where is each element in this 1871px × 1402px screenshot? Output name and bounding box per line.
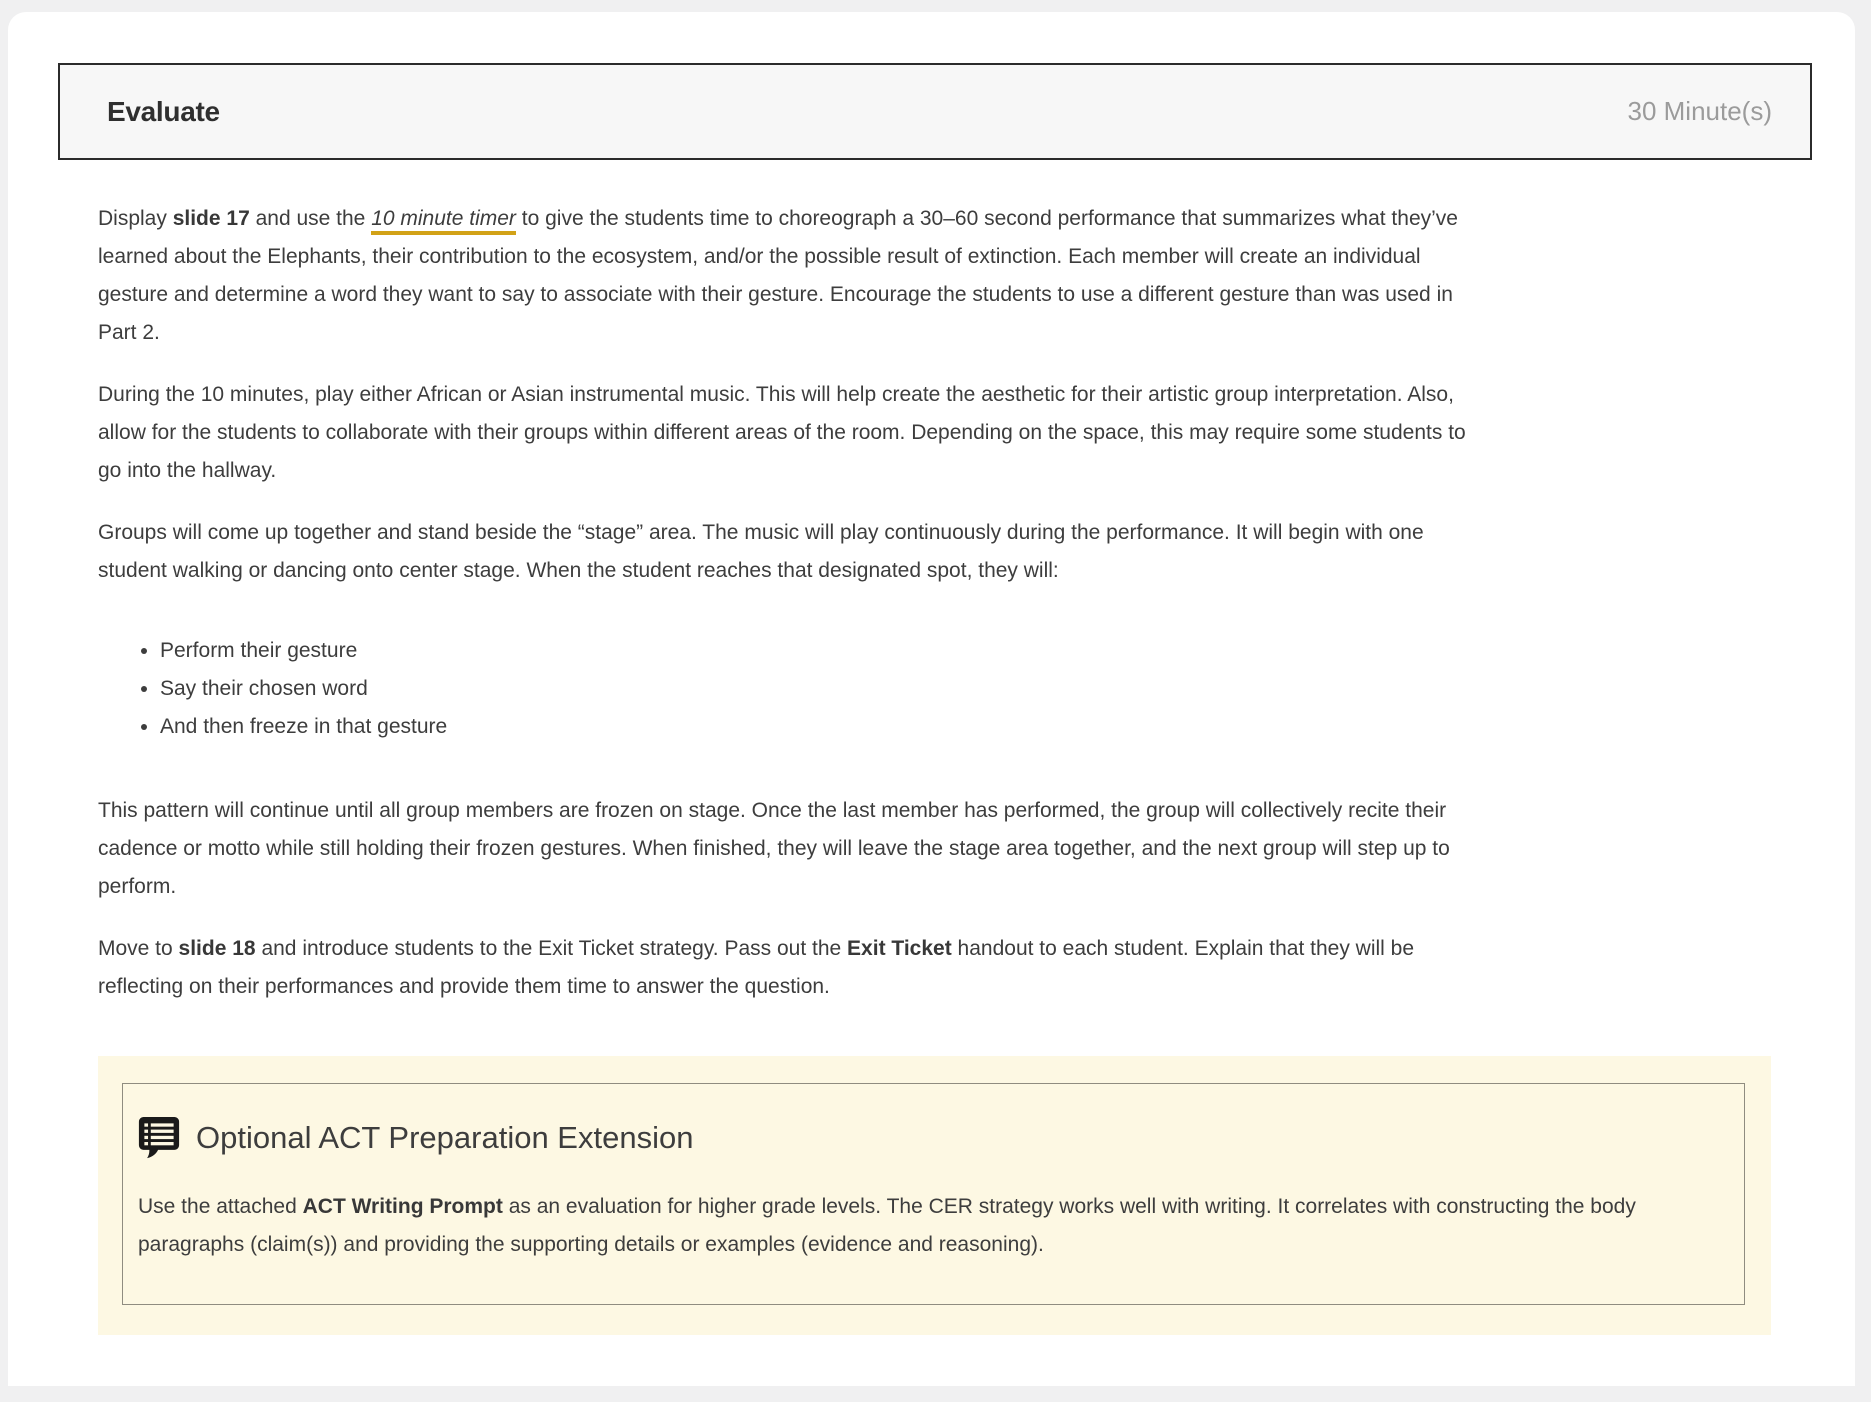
callout-title: Optional ACT Preparation Extension <box>196 1120 694 1155</box>
paragraph-exit-ticket <box>98 930 1476 1006</box>
callout-paragraph <box>138 1188 1696 1264</box>
list-item-freeze: • And then freeze in that gesture <box>160 708 1460 746</box>
callout-title-row <box>138 1116 1696 1160</box>
text-run: Use the attached <box>138 1195 303 1218</box>
optional-extension-callout <box>98 1056 1771 1335</box>
text-run: and introduce students to the Exit Ticket strategy. Pass out the <box>255 937 848 960</box>
paragraph-music <box>98 376 1476 490</box>
comment-lines-icon <box>138 1116 180 1160</box>
performance-steps-list <box>98 632 1460 746</box>
list-item-word: • Say their chosen word <box>160 670 1460 708</box>
text-run: Groups will come up together and stand beside the “stage” area. The music will play continuously during the performance. It will begin with one student walking or dancing onto center stage. When the student reaches that designated spot, they will: <box>98 521 1424 582</box>
bold-text: slide 18 <box>178 937 256 960</box>
bold-text: slide 17 <box>172 207 250 230</box>
lesson-section-card <box>8 12 1855 1386</box>
paragraph-display-slide-17 <box>98 200 1476 352</box>
text-run: Display <box>98 207 173 230</box>
text-run: as an evaluation for higher grade levels. The CER strategy works well with writing. It correlates with constructing the body paragraphs (claim(s)) and providing the supporting details or examples (evidence and reasoning). <box>138 1195 1636 1256</box>
section-duration: 30 Minute(s) <box>1627 96 1772 126</box>
bold-text: ACT Writing Prompt <box>302 1195 503 1218</box>
section-content <box>98 200 1771 1335</box>
paragraph-stage <box>98 514 1476 590</box>
paragraph-pattern <box>98 792 1476 906</box>
text-run: to give the students time to choreograph a 30–60 second performance that summarizes what they’ve learned about the Elephants, their contribution to the ecosystem, and/or the possible result of extinction. Each member will create an individual gesture and determine a word they want to say to associate with their gesture. Encourage the students to use a different gesture than was used in Part 2. <box>98 207 1458 344</box>
section-title: Evaluate <box>107 95 220 127</box>
text-run: This pattern will continue until all group members are frozen on stage. Once the last member has performed, the group will collectively recite their cadence or motto while still holding their frozen gestures. When finished, they will leave the stage area together, and the next group will step up to perform. <box>98 799 1450 898</box>
text-run: and use the <box>249 207 372 230</box>
text-run: handout to each student. Explain that they will be reflecting on their performances and provide them time to answer the question. <box>98 937 1415 998</box>
timer-link[interactable]: 10 minute timer <box>371 207 516 235</box>
list-item-gesture: • Perform their gesture <box>160 632 1460 670</box>
bold-text: Exit Ticket <box>847 937 952 960</box>
text-run: During the 10 minutes, play either African or Asian instrumental music. This will help create the aesthetic for their artistic group interpretation. Also, allow for the students to collaborate with their groups within different areas of the room. Depending on the space, this may require some students to go into the hallway. <box>98 383 1466 482</box>
optional-extension-inner-box <box>122 1083 1745 1305</box>
section-header <box>58 63 1812 160</box>
text-run: Move to <box>98 937 179 960</box>
